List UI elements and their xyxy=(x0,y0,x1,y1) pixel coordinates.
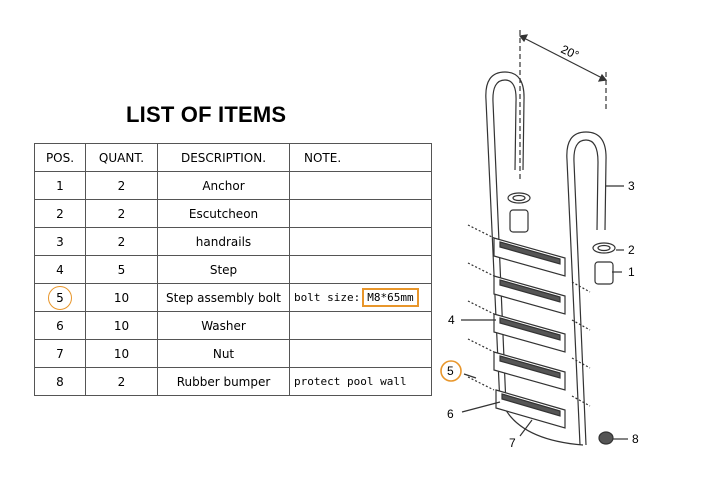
angle-label: 20° xyxy=(558,42,582,63)
cell-description: Step xyxy=(158,256,290,284)
escutcheon-right-hole xyxy=(598,246,610,251)
anchor-left xyxy=(510,210,528,232)
cell-pos: 6 xyxy=(35,312,86,340)
note-text: protect pool wall xyxy=(294,375,407,388)
callout-8: 8 xyxy=(632,432,639,446)
step-2 xyxy=(494,276,565,314)
cell-quant: 2 xyxy=(86,172,158,200)
header-quant: QUANT. xyxy=(86,144,158,172)
anchor-right xyxy=(595,262,613,284)
rubber-bumper xyxy=(599,432,613,444)
cell-pos: 3 xyxy=(35,228,86,256)
callout-1: 1 xyxy=(628,265,635,279)
cell-pos: 2 xyxy=(35,200,86,228)
angle-dimension-line xyxy=(520,36,606,80)
callout-3: 3 xyxy=(628,179,635,193)
cell-description: handrails xyxy=(158,228,290,256)
cell-pos: 1 xyxy=(35,172,86,200)
cell-description: Washer xyxy=(158,312,290,340)
header-pos: POS. xyxy=(35,144,86,172)
cell-description: Escutcheon xyxy=(158,200,290,228)
step-3 xyxy=(494,314,565,352)
cell-quant: 2 xyxy=(86,368,158,396)
cell-pos: 4 xyxy=(35,256,86,284)
cell-pos: 8 xyxy=(35,368,86,396)
bolt-size-highlight: M8*65mm xyxy=(362,288,418,307)
angle-arrow-left xyxy=(520,35,527,41)
cell-description: Step assembly bolt xyxy=(158,284,290,312)
right-handrail-outer xyxy=(567,132,606,445)
list-title: LIST OF ITEMS xyxy=(126,102,287,127)
cell-quant: 2 xyxy=(86,228,158,256)
cell-quant: 10 xyxy=(86,284,158,312)
leader-6 xyxy=(462,402,500,412)
header-note: NOTE. xyxy=(290,144,432,172)
escutcheon-left-hole xyxy=(513,196,525,201)
cell-description: Nut xyxy=(158,340,290,368)
header-description: DESCRIPTION. xyxy=(158,144,290,172)
note-text: bolt size: xyxy=(294,291,361,304)
angle-arrow-right xyxy=(599,75,606,81)
cell-pos: 7 xyxy=(35,340,86,368)
leader-7 xyxy=(520,420,532,436)
cell-quant: 2 xyxy=(86,200,158,228)
callout-5: 5 xyxy=(447,364,454,378)
escutcheon-right xyxy=(593,243,615,253)
highlight-circle: 5 xyxy=(48,286,72,310)
callout-4: 4 xyxy=(448,313,455,327)
cell-description: Anchor xyxy=(158,172,290,200)
step-1 xyxy=(494,238,565,276)
cell-quant: 10 xyxy=(86,312,158,340)
callout-6: 6 xyxy=(447,407,454,421)
callout-2: 2 xyxy=(628,243,635,257)
cell-quant: 10 xyxy=(86,340,158,368)
escutcheon-left xyxy=(508,193,530,203)
cell-description: Rubber bumper xyxy=(158,368,290,396)
cell-quant: 5 xyxy=(86,256,158,284)
callout-7: 7 xyxy=(509,436,516,450)
